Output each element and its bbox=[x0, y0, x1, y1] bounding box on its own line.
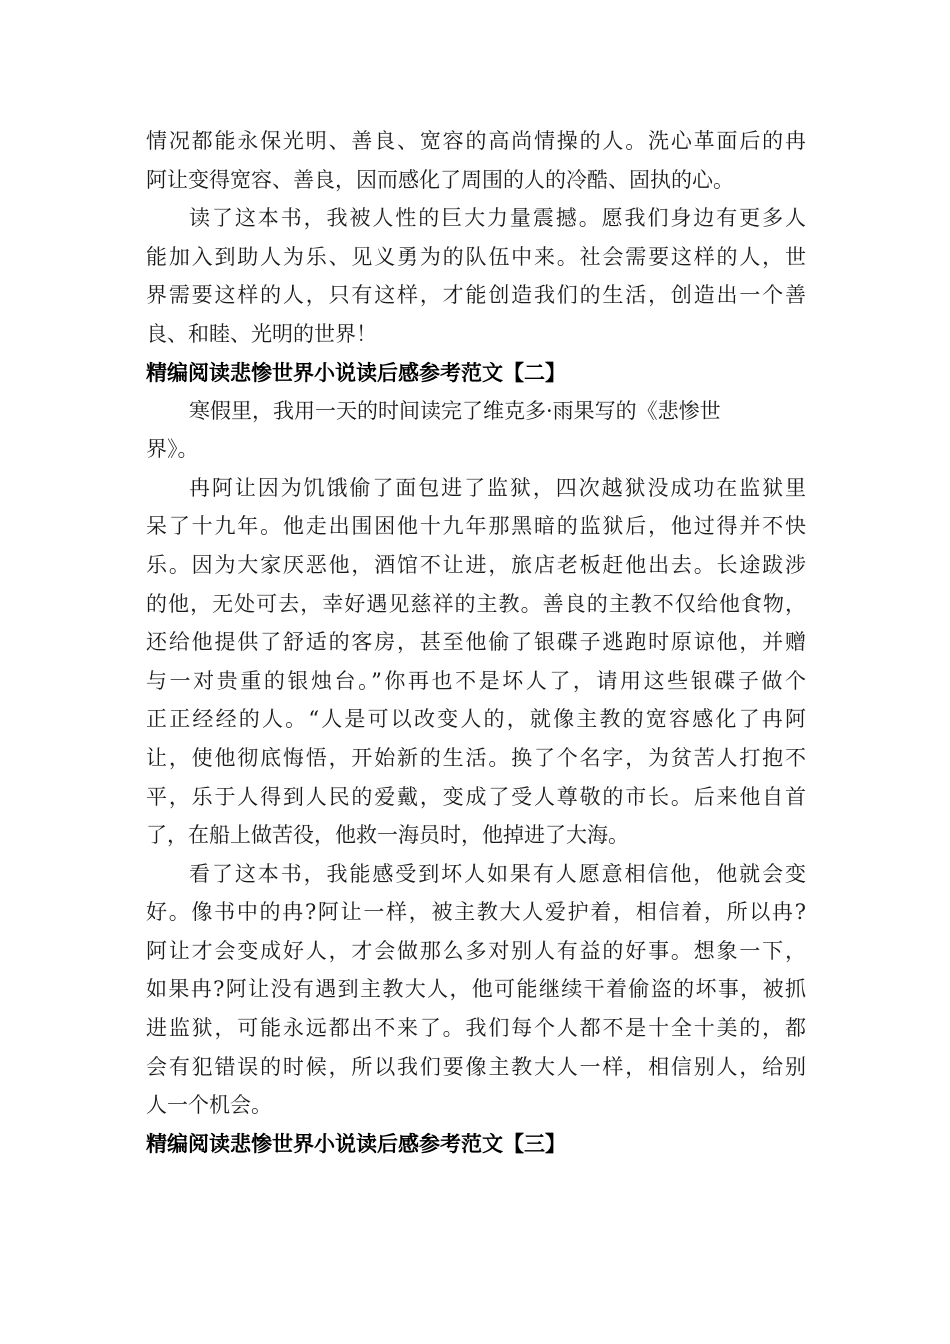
paragraph-line: 会有犯错误的时候，所以我们要像主教大人一样，相信别人，给别 bbox=[146, 1054, 806, 1079]
paragraph-line: 正正经经的人。“人是可以改变人的，就像主教的宽容感化了冉阿 bbox=[146, 707, 806, 732]
paragraph bbox=[146, 199, 806, 353]
paragraph-line: 界需要这样的人，只有这样，才能创造我们的生活，创造出一个善 bbox=[146, 283, 806, 308]
section-heading: 精编阅读悲惨世界小说读后感参考范文【二】 bbox=[146, 360, 566, 385]
paragraph-line: 界》。 bbox=[146, 437, 199, 462]
paragraph-line: 寒假里，我用一天的时间读完了维克多·雨果写的《悲惨世 bbox=[189, 398, 721, 423]
document-body bbox=[146, 122, 806, 1163]
paragraph-line: 情况都能永保光明、善良、宽容的高尚情操的人。洗心革面后的冉 bbox=[146, 129, 806, 153]
paragraph-line: 良、和睦、光明的世界！ bbox=[146, 321, 377, 346]
paragraph-line: 还给他提供了舒适的客房，甚至他偷了银碟子逃跑时原谅他，并赠 bbox=[146, 630, 806, 655]
paragraph-line: 读了这本书，我被人性的巨大力量震撼。愿我们身边有更多人 bbox=[189, 206, 806, 231]
paragraph-line: 乐。因为大家厌恶他，酒馆不让进，旅店老板赶他出去。长途跋涉 bbox=[146, 552, 806, 577]
paragraph bbox=[146, 392, 806, 469]
paragraph-line: 阿让变得宽容、善良，因而感化了周围的人的冷酷、固执的心。 bbox=[146, 167, 734, 192]
paragraph-line: 阿让才会变成好人，才会做那么多对别人有益的好事。想象一下， bbox=[146, 938, 806, 963]
paragraph bbox=[146, 855, 806, 1125]
paragraph bbox=[146, 469, 806, 855]
paragraph-line: 让，使他彻底悔悟，开始新的生活。换了个名字，为贫苦人打抱不 bbox=[146, 745, 806, 770]
paragraph bbox=[146, 122, 806, 199]
paragraph-line: 看了这本书，我能感受到坏人如果有人愿意相信他，他就会变 bbox=[189, 861, 806, 886]
paragraph-line: 人一个机会。 bbox=[146, 1093, 272, 1118]
paragraph-line: 能加入到助人为乐、见义勇为的队伍中来。社会需要这样的人，世 bbox=[146, 244, 806, 269]
paragraph-line: 冉阿让因为饥饿偷了面包进了监狱，四次越狱没成功在监狱里 bbox=[189, 475, 806, 500]
paragraph-line: 与一对贵重的银烛台。”你再也不是坏人了，请用这些银碟子做个 bbox=[146, 668, 806, 693]
paragraph-line: 呆了十九年。他走出围困他十九年那黑暗的监狱后，他过得并不快 bbox=[146, 514, 806, 539]
paragraph-line: 进监狱，可能永远都出不来了。我们每个人都不是十全十美的，都 bbox=[146, 1016, 806, 1041]
paragraph-line: 的他，无处可去，幸好遇见慈祥的主教。善良的主教不仅给他食物， bbox=[146, 591, 806, 616]
paragraph-line: 如果冉?阿让没有遇到主教大人，他可能继续干着偷盗的坏事，被抓 bbox=[146, 977, 806, 1002]
section-heading: 精编阅读悲惨世界小说读后感参考范文【三】 bbox=[146, 1131, 566, 1156]
paragraph-line: 了，在船上做苦役，他救一海员时，他掉进了大海。 bbox=[146, 823, 629, 848]
paragraph-line: 好。像书中的冉?阿让一样，被主教大人爱护着，相信着，所以冉? bbox=[146, 900, 806, 925]
paragraph-line: 平，乐于人得到人民的爱戴，变成了受人尊敬的市长。后来他自首 bbox=[146, 784, 806, 809]
